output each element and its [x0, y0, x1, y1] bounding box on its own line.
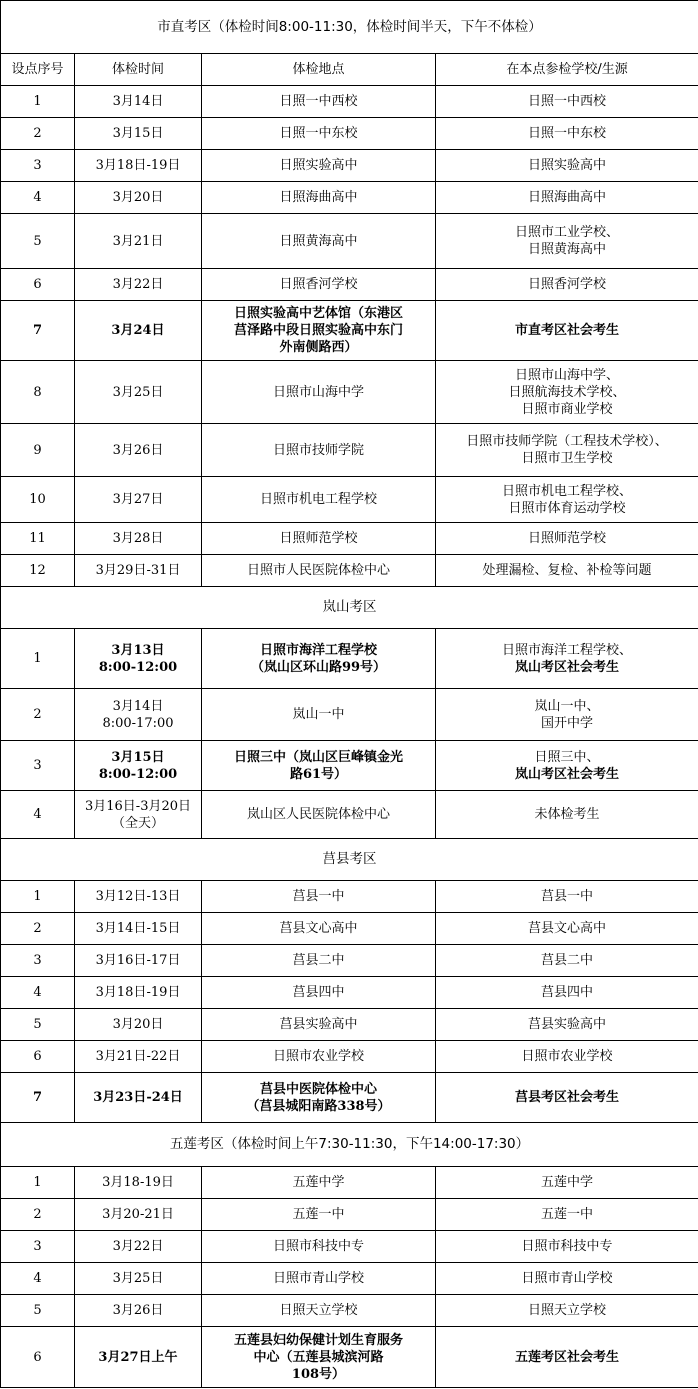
- cell-time: 3月14日: [75, 86, 202, 118]
- cell-school: 日照市技师学院（工程技术学校）、 日照市卫生学校: [436, 424, 698, 477]
- section-title: 五莲考区（体检时间上午7:30-11:30，下午14:00-17:30）: [1, 1123, 698, 1167]
- cell-location: 日照天立学校: [202, 1295, 436, 1327]
- cell-time: 3月21日: [75, 214, 202, 269]
- cell-school: 日照一中西校: [436, 86, 698, 118]
- cell-time: 3月12日-13日: [75, 881, 202, 913]
- cell-index: 4: [1, 1263, 75, 1295]
- cell-index: 3: [1, 1231, 75, 1263]
- cell-school: 日照市工业学校、 日照黄海高中: [436, 214, 698, 269]
- table-row: [1, 86, 698, 118]
- schedule-table-body: [1, 1, 698, 1388]
- cell-location: 五莲县妇幼保健计划生育服务 中心（五莲县城滨河路 108号）: [202, 1327, 436, 1388]
- cell-school: 处理漏检、复检、补检等问题: [436, 555, 698, 587]
- section-title-row: [1, 587, 698, 629]
- cell-time: 3月14日-15日: [75, 913, 202, 945]
- cell-location: 日照海曲高中: [202, 182, 436, 214]
- cell-location: 五莲中学: [202, 1167, 436, 1199]
- cell-time: 3月16日-3月20日 （全天）: [75, 791, 202, 839]
- cell-school-line: 日照市海洋工程学校、: [502, 642, 633, 658]
- section-title-row: [1, 1123, 698, 1167]
- cell-school: 五莲中学: [436, 1167, 698, 1199]
- table-row: [1, 118, 698, 150]
- table-row: [1, 629, 698, 689]
- table-row: [1, 1009, 698, 1041]
- cell-location: 日照师范学校: [202, 523, 436, 555]
- cell-index: 1: [1, 1167, 75, 1199]
- table-row: [1, 555, 698, 587]
- cell-school: 日照市山海中学、 日照航海技术学校、 日照市商业学校: [436, 361, 698, 424]
- cell-time: 3月13日 8:00-12:00: [75, 629, 202, 689]
- table-row: [1, 424, 698, 477]
- table-row: [1, 881, 698, 913]
- section-title-row: [1, 1, 698, 54]
- table-row: [1, 945, 698, 977]
- table-row: [1, 301, 698, 361]
- cell-index: 2: [1, 689, 75, 741]
- cell-school: [436, 629, 698, 689]
- cell-school: 莒县考区社会考生: [436, 1073, 698, 1123]
- cell-time: 3月18日-19日: [75, 977, 202, 1009]
- cell-school: 日照香河学校: [436, 269, 698, 301]
- table-row: [1, 913, 698, 945]
- cell-index: 6: [1, 269, 75, 301]
- cell-index: 10: [1, 477, 75, 523]
- cell-index: 7: [1, 301, 75, 361]
- table-row: [1, 689, 698, 741]
- cell-school-line-bold: 岚山考区社会考生: [515, 659, 620, 675]
- cell-time: 3月24日: [75, 301, 202, 361]
- cell-location: 日照市海洋工程学校 （岚山区环山路99号）: [202, 629, 436, 689]
- cell-school: 日照市科技中专: [436, 1231, 698, 1263]
- cell-index: 12: [1, 555, 75, 587]
- cell-school: 莒县二中: [436, 945, 698, 977]
- cell-location: 日照市机电工程学校: [202, 477, 436, 523]
- cell-location: 岚山一中: [202, 689, 436, 741]
- header-index: 设点序号: [1, 54, 75, 86]
- cell-location: 岚山区人民医院体检中心: [202, 791, 436, 839]
- cell-index: 3: [1, 150, 75, 182]
- table-row: [1, 1199, 698, 1231]
- cell-school: 日照市机电工程学校、 日照市体育运动学校: [436, 477, 698, 523]
- cell-location: 日照三中（岚山区巨峰镇金光 路61号）: [202, 741, 436, 791]
- cell-school-line-bold: 岚山考区社会考生: [515, 766, 620, 782]
- cell-location: 日照实验高中艺体馆（东港区 莒泽路中段日照实验高中东门 外南侧路西）: [202, 301, 436, 361]
- cell-time: 3月14日 8:00-17:00: [75, 689, 202, 741]
- cell-time: 3月15日 8:00-12:00: [75, 741, 202, 791]
- cell-index: 8: [1, 361, 75, 424]
- cell-school: 日照市农业学校: [436, 1041, 698, 1073]
- header-row: [1, 54, 698, 86]
- cell-time: 3月21日-22日: [75, 1041, 202, 1073]
- table-row: [1, 214, 698, 269]
- table-row: [1, 1041, 698, 1073]
- cell-location: 莒县文心高中: [202, 913, 436, 945]
- header-time: 体检时间: [75, 54, 202, 86]
- section-title: 莒县考区: [1, 839, 698, 881]
- cell-time: 3月16日-17日: [75, 945, 202, 977]
- cell-time: 3月20日: [75, 1009, 202, 1041]
- table-row: [1, 791, 698, 839]
- cell-location: 莒县一中: [202, 881, 436, 913]
- cell-time: 3月18日-19日: [75, 150, 202, 182]
- cell-school: 市直考区社会考生: [436, 301, 698, 361]
- cell-school: 五莲一中: [436, 1199, 698, 1231]
- table-row: [1, 523, 698, 555]
- cell-location: 日照香河学校: [202, 269, 436, 301]
- cell-location: 日照市人民医院体检中心: [202, 555, 436, 587]
- cell-index: 3: [1, 741, 75, 791]
- cell-time: 3月26日: [75, 424, 202, 477]
- cell-time: 3月18-19日: [75, 1167, 202, 1199]
- cell-index: 5: [1, 1295, 75, 1327]
- cell-index: 6: [1, 1041, 75, 1073]
- table-row: [1, 1167, 698, 1199]
- cell-index: 6: [1, 1327, 75, 1388]
- cell-time: 3月23日-24日: [75, 1073, 202, 1123]
- cell-location: 日照市技师学院: [202, 424, 436, 477]
- cell-location: 莒县四中: [202, 977, 436, 1009]
- cell-school: 日照一中东校: [436, 118, 698, 150]
- cell-location: 日照市山海中学: [202, 361, 436, 424]
- cell-location: 莒县二中: [202, 945, 436, 977]
- cell-school: 岚山一中、 国开中学: [436, 689, 698, 741]
- cell-time: 3月25日: [75, 361, 202, 424]
- cell-location: 莒县中医院体检中心 （莒县城阳南路338号）: [202, 1073, 436, 1123]
- cell-school: 日照市青山学校: [436, 1263, 698, 1295]
- section-title: 岚山考区: [1, 587, 698, 629]
- cell-location: 日照黄海高中: [202, 214, 436, 269]
- table-row: [1, 182, 698, 214]
- cell-location: 日照市农业学校: [202, 1041, 436, 1073]
- table-row: [1, 269, 698, 301]
- cell-index: 1: [1, 881, 75, 913]
- cell-school: 五莲考区社会考生: [436, 1327, 698, 1388]
- cell-index: 1: [1, 629, 75, 689]
- cell-school: 未体检考生: [436, 791, 698, 839]
- cell-location: 日照一中东校: [202, 118, 436, 150]
- cell-index: 5: [1, 214, 75, 269]
- cell-index: 2: [1, 1199, 75, 1231]
- cell-school: 莒县四中: [436, 977, 698, 1009]
- cell-time: 3月25日: [75, 1263, 202, 1295]
- cell-index: 2: [1, 118, 75, 150]
- cell-index: 4: [1, 182, 75, 214]
- table-row: [1, 361, 698, 424]
- table-row: [1, 1263, 698, 1295]
- cell-location: 日照市科技中专: [202, 1231, 436, 1263]
- cell-school: [436, 741, 698, 791]
- cell-index: 2: [1, 913, 75, 945]
- cell-school: 莒县实验高中: [436, 1009, 698, 1041]
- table-row: [1, 1231, 698, 1263]
- cell-school: 日照师范学校: [436, 523, 698, 555]
- cell-school: 莒县文心高中: [436, 913, 698, 945]
- table-row: [1, 477, 698, 523]
- cell-time: 3月15日: [75, 118, 202, 150]
- cell-school: 日照实验高中: [436, 150, 698, 182]
- cell-index: 3: [1, 945, 75, 977]
- cell-time: 3月20-21日: [75, 1199, 202, 1231]
- cell-school: 日照海曲高中: [436, 182, 698, 214]
- table-row: [1, 977, 698, 1009]
- table-row: [1, 1327, 698, 1388]
- cell-index: 1: [1, 86, 75, 118]
- cell-index: 7: [1, 1073, 75, 1123]
- table-row: [1, 1295, 698, 1327]
- table-row: [1, 1073, 698, 1123]
- section-title-row: [1, 839, 698, 881]
- cell-school: 日照天立学校: [436, 1295, 698, 1327]
- table-row: [1, 741, 698, 791]
- cell-school-line: 日照三中、: [534, 749, 600, 765]
- cell-index: 4: [1, 977, 75, 1009]
- cell-index: 9: [1, 424, 75, 477]
- header-school: 在本点参检学校/生源: [436, 54, 698, 86]
- cell-location: 莒县实验高中: [202, 1009, 436, 1041]
- section-title: 市直考区（体检时间8:00-11:30，体检时间半天，下午不体检）: [1, 1, 698, 54]
- cell-index: 5: [1, 1009, 75, 1041]
- cell-location: 五莲一中: [202, 1199, 436, 1231]
- cell-time: 3月29日-31日: [75, 555, 202, 587]
- cell-time: 3月26日: [75, 1295, 202, 1327]
- cell-index: 11: [1, 523, 75, 555]
- table-row: [1, 150, 698, 182]
- cell-location: 日照实验高中: [202, 150, 436, 182]
- cell-time: 3月22日: [75, 1231, 202, 1263]
- header-location: 体检地点: [202, 54, 436, 86]
- cell-school: 莒县一中: [436, 881, 698, 913]
- cell-time: 3月20日: [75, 182, 202, 214]
- cell-index: 4: [1, 791, 75, 839]
- cell-time: 3月22日: [75, 269, 202, 301]
- cell-time: 3月27日上午: [75, 1327, 202, 1388]
- cell-location: 日照一中西校: [202, 86, 436, 118]
- cell-time: 3月28日: [75, 523, 202, 555]
- cell-location: 日照市青山学校: [202, 1263, 436, 1295]
- cell-time: 3月27日: [75, 477, 202, 523]
